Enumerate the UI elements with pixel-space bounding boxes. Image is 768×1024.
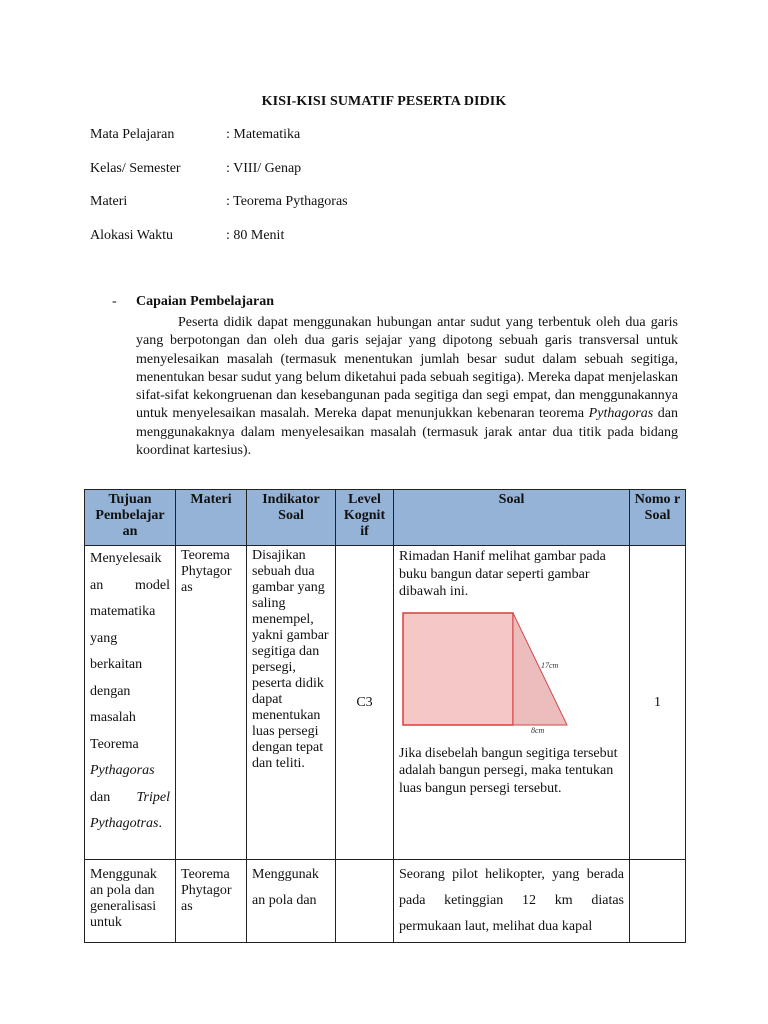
cell-indikator: Menggunak an pola dan — [247, 860, 336, 943]
capaian-text-part2: dan menggunakaknya dalam menyelesaikan masalah (termasuk jarak antar dua titik pada bidang koordinat kartesius). — [136, 406, 678, 459]
header-materi: Materi — [176, 490, 247, 546]
capaian-heading: Capaian Pembelajaran — [136, 294, 275, 309]
tujuan-line: berkaitan — [90, 657, 143, 672]
square-shape — [403, 613, 513, 725]
capaian-text-part1: Peserta didik dapat menggunakan hubungan antar sudut yang terbentuk oleh dua garis yang berpotongan dan oleh dua garis sejajar yang dipotong sebuah garis transversal untuk menyelesaikan masalah (termasuk menentukan jumlah besar sudut dalam sebuah segitiga, menentukan besar sudut yang belum diketahui pada sebuah segitiga). Mereka dapat menjelaskan sifat-sifat kekongruenan dan kesebangunan pada segitiga dan segi empat, dan menggunakannya untuk menyelesaikan masalah. Mereka dapat menunjukkan kebenaran teorema — [136, 315, 678, 422]
cell-soal — [394, 546, 630, 860]
tujuan-italic: Tripel — [136, 789, 170, 805]
header-level: Level Kognit if — [336, 490, 394, 546]
cell-nomor: 1 — [630, 546, 686, 860]
kisi-kisi-table — [84, 489, 686, 943]
capaian-text-italic: Pythagoras — [588, 406, 654, 422]
meta-value: : 80 Menit — [226, 228, 285, 243]
header-indikator: Indikator Soal — [247, 490, 336, 546]
table-row — [85, 860, 686, 943]
cell-level: C3 — [336, 546, 394, 860]
meta-key: Alokasi Waktu — [90, 228, 173, 243]
tujuan-line — [90, 758, 170, 785]
tujuan-italic: Pythagotras — [90, 816, 159, 831]
soal-intro: Rimadan Hanif melihat gambar pada buku bangun datar seperti gambar dibawah ini. — [399, 549, 606, 599]
soal-question: Jika disebelah bangun segitiga tersebut adalah bangun persegi, maka tentukan luas bangun persegi tersebut. — [399, 745, 618, 796]
table-row — [85, 546, 686, 860]
tujuan-line — [90, 811, 170, 838]
square-triangle-figure — [399, 609, 574, 735]
tujuan-line: an model — [90, 577, 170, 593]
document-title: KISI-KISI SUMATIF PESERTA DIDIK — [261, 94, 507, 109]
hypotenuse-label: 17cm — [541, 660, 559, 670]
tujuan-dan: dan — [90, 789, 111, 805]
table-header-row — [85, 490, 686, 546]
meta-key: Mata Pelajaran — [90, 127, 175, 142]
tujuan-italic: Pythagoras — [90, 763, 155, 778]
meta-key: Kelas/ Semester — [90, 161, 181, 176]
meta-key: Materi — [90, 194, 128, 209]
base-label: 8cm — [531, 725, 545, 735]
tujuan-line: masalah — [90, 710, 136, 725]
cell-soal: Seorang pilot helikopter, yang berada pada ketinggian 12 km diatas permukaan laut, melihat dua kapal — [394, 860, 630, 943]
tujuan-line: Teorema — [90, 736, 139, 752]
header-soal: Soal — [394, 490, 630, 546]
tujuan-line: dengan — [90, 683, 131, 699]
header-nomor: Nomo r Soal — [630, 490, 686, 546]
tujuan-line: yang — [90, 630, 118, 646]
meta-value: : Teorema Pythagoras — [226, 194, 348, 209]
tujuan-line — [90, 785, 170, 812]
tujuan-period: . — [158, 816, 162, 831]
cell-indikator: Disajikan sebuah dua gambar yang saling menempel, yakni gambar segitiga dan persegi, peserta didik dapat menentukan luas persegi dengan tepat dan teliti. — [247, 546, 336, 860]
cell-tujuan — [85, 546, 176, 860]
cell-level — [336, 860, 394, 943]
capaian-paragraph — [136, 314, 678, 460]
tujuan-line: Menyelesaik — [90, 551, 162, 566]
cell-tujuan: Menggunak an pola dan generalisasi untuk — [85, 860, 176, 943]
capaian-bullet: - — [112, 294, 117, 309]
tujuan-line: matematika — [90, 604, 156, 619]
cell-materi: Teorema Phytagor as — [176, 546, 247, 860]
cell-nomor — [630, 860, 686, 943]
triangle-shape — [513, 613, 567, 725]
meta-value: : Matematika — [226, 127, 301, 142]
meta-value: : VIII/ Genap — [226, 161, 302, 176]
cell-materi: Teorema Phytagor as — [176, 860, 247, 943]
header-tujuan: Tujuan Pembelajar an — [85, 490, 176, 546]
